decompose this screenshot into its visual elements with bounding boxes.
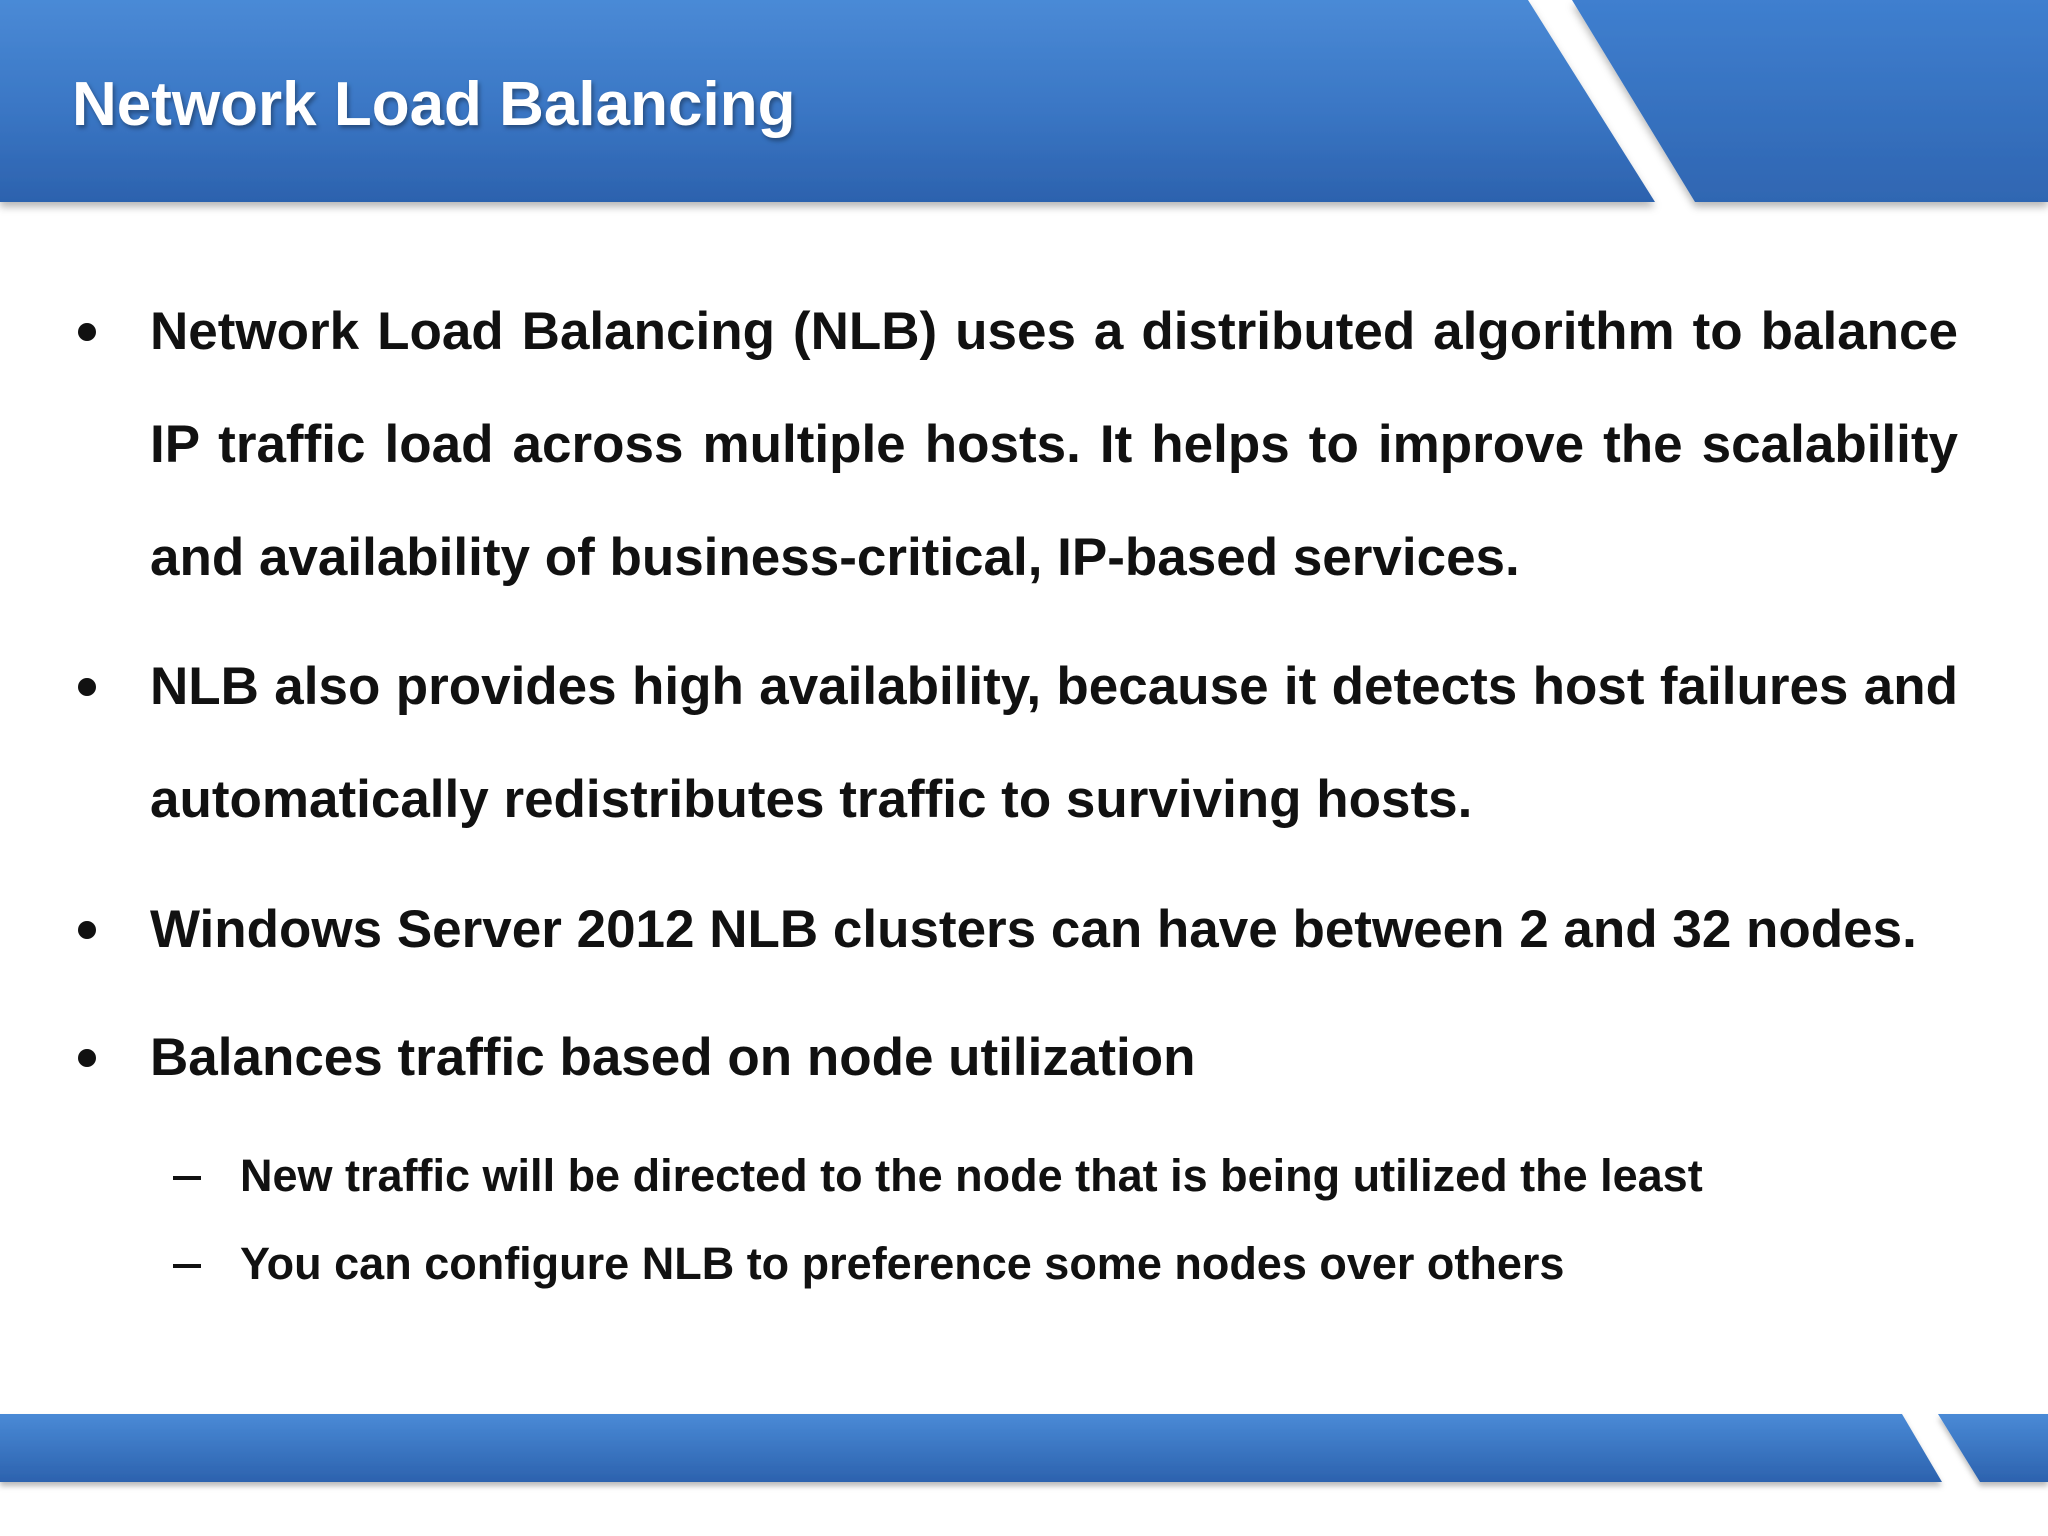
bullet-dot <box>78 921 96 939</box>
footer-band-accent <box>1938 1414 2048 1482</box>
bullet-4-text: Balances traffic based on node utilization <box>150 1028 1196 1087</box>
bullet-dot <box>78 678 96 696</box>
footer-banner <box>0 1400 2048 1500</box>
bullet-dot <box>78 1049 96 1067</box>
sub-item-1-text: New traffic will be directed to the node that is being utilized the least <box>240 1150 1703 1201</box>
slide-title: Network Load Balancing <box>72 70 796 139</box>
bullet-1-text: Network Load Balancing (NLB) uses a distributed algorithm to balance IP traffic load across multiple hosts. It helps to improve the scalability and availability of business-critical, IP-based services. <box>150 302 1958 587</box>
bullet-2-text: NLB also provides high availability, because it detects host failures and automatically redistributes traffic to surviving hosts. <box>150 657 1958 829</box>
sub-bullet-dash <box>173 1176 201 1180</box>
sub-item-2-text: You can configure NLB to preference some nodes over others <box>240 1238 1565 1289</box>
bullet-dot <box>78 323 96 341</box>
footer-band-main <box>0 1414 1942 1482</box>
sub-bullet-dash <box>173 1264 201 1268</box>
bullet-3-text: Windows Server 2012 NLB clusters can have between 2 and 32 nodes. <box>150 900 1917 959</box>
